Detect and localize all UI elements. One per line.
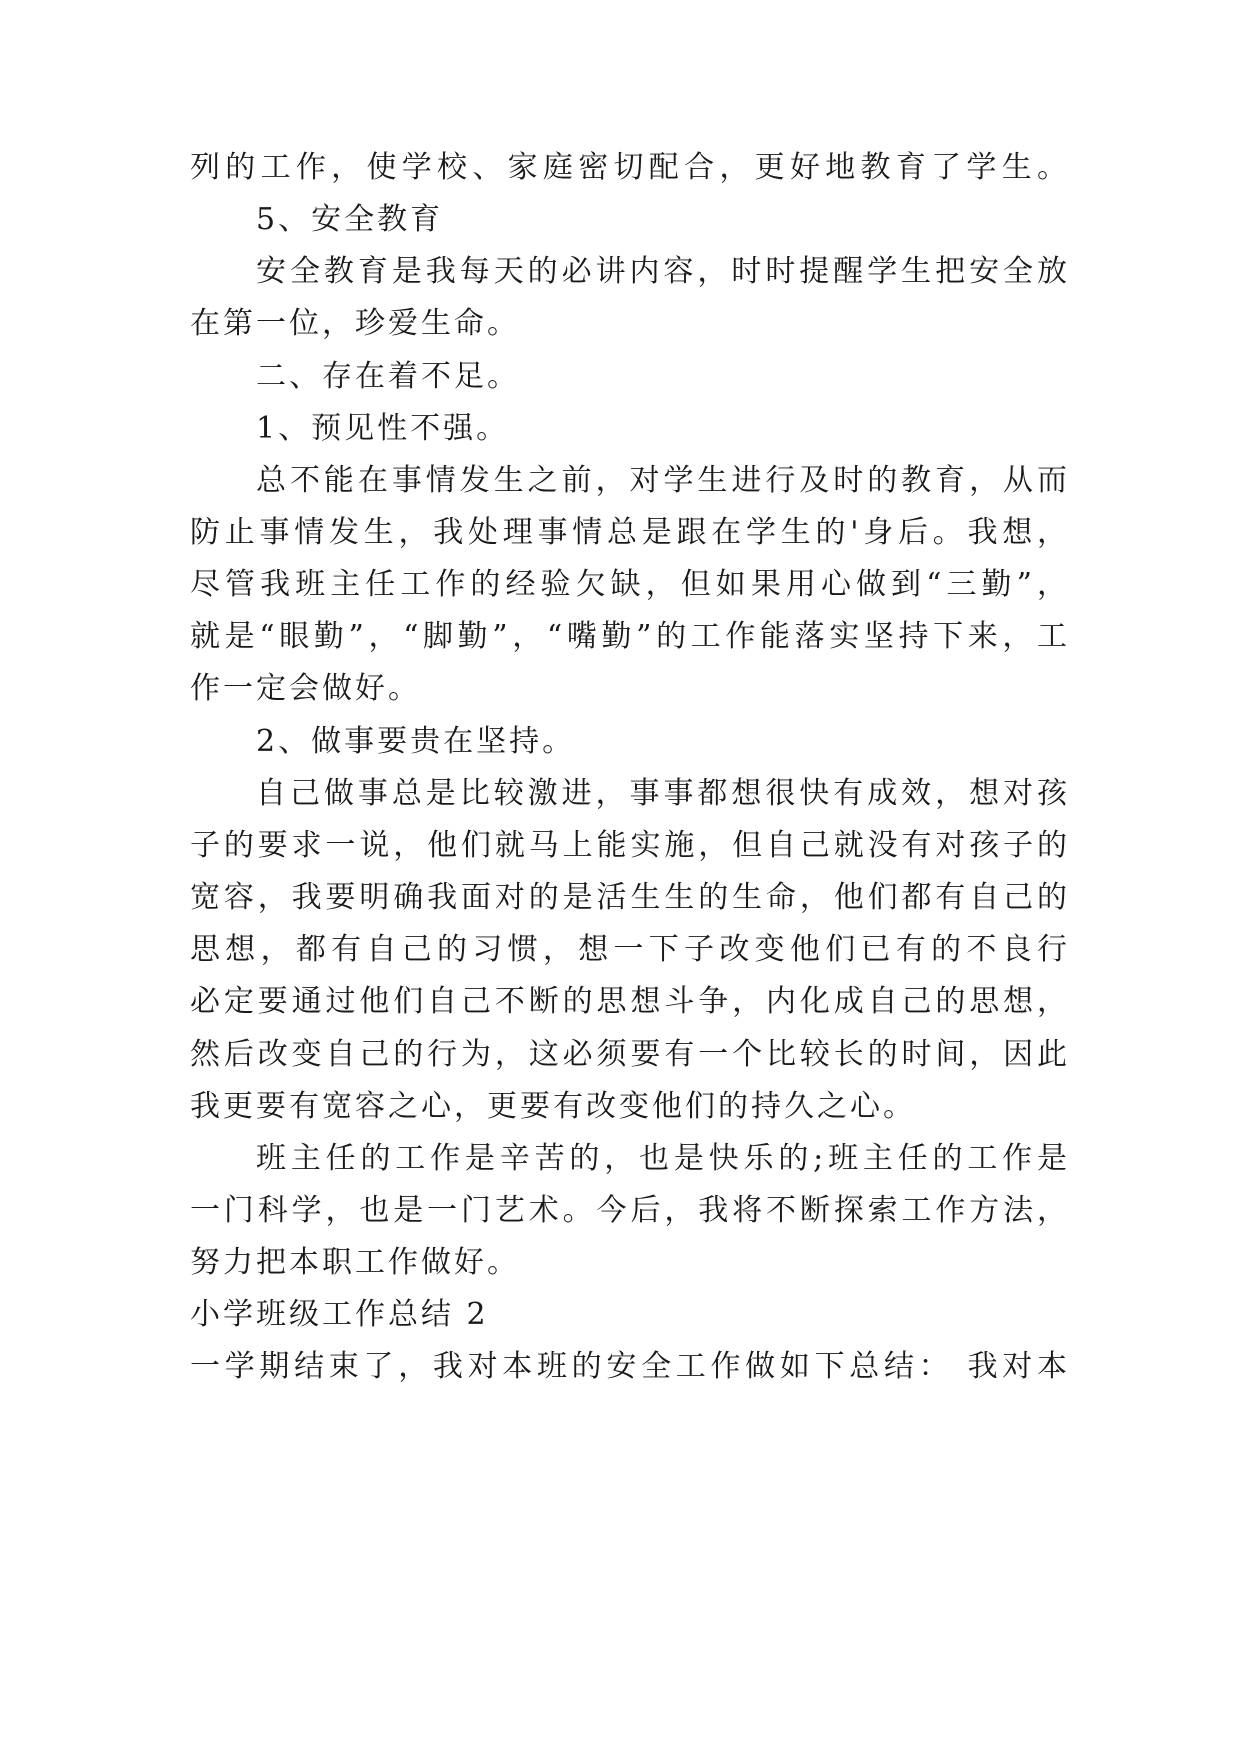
text-line: 自己做事总是比较激进，事事都想很快有成效，想对孩 xyxy=(256,776,1070,811)
text-line: 在第一位，珍爱生命。 xyxy=(190,306,520,341)
document-title: 小学班级工作总结 2 xyxy=(190,1297,489,1332)
text-line: 思想，都有自己的习惯，想一下子改变他们已有的不良行 xyxy=(190,932,1070,967)
text-line: 一学期结束了，我对本班的安全工作做如下总结： 我对本 xyxy=(190,1349,1070,1384)
section-heading: 1、预见性不强。 xyxy=(256,411,510,446)
text-line: 子的要求一说，他们就马上能实施，但自己就没有对孩子的 xyxy=(190,828,1070,863)
text-line: 一门科学，也是一门艺术。今后，我将不断探索工作方法， xyxy=(190,1193,1070,1228)
text-line: 总不能在事情发生之前，对学生进行及时的教育，从而 xyxy=(256,463,1070,498)
text-line: 作一定会做好。 xyxy=(190,671,421,706)
text-line: 防止事情发生，我处理事情总是跟在学生的'身后。我想， xyxy=(190,515,1070,550)
text-line: 必定要通过他们自己不断的思想斗争，内化成自己的思想， xyxy=(190,984,1070,1019)
text-line: 班主任的工作是辛苦的，也是快乐的;班主任的工作是 xyxy=(256,1141,1070,1176)
section-heading: 二、存在着不足。 xyxy=(256,359,520,394)
text-line: 宽容，我要明确我面对的是活生生的生命，他们都有自己的 xyxy=(190,880,1070,915)
text-line: 就是“眼勤”，“脚勤”，“嘴勤”的工作能落实坚持下来，工 xyxy=(190,619,1070,654)
text-line: 列的工作，使学校、家庭密切配合，更好地教育了学生。 xyxy=(190,150,1070,185)
section-heading: 2、做事要贵在坚持。 xyxy=(256,724,576,759)
text-line: 安全教育是我每天的必讲内容，时时提醒学生把安全放 xyxy=(256,254,1070,289)
text-line: 尽管我班主任工作的经验欠缺，但如果用心做到“三勤”， xyxy=(190,567,1070,602)
text-line: 然后改变自己的行为，这必须要有一个比较长的时间，因此 xyxy=(190,1037,1070,1072)
text-line: 我更要有宽容之心，更要有改变他们的持久之心。 xyxy=(190,1089,916,1124)
text-line: 努力把本职工作做好。 xyxy=(190,1245,520,1280)
section-heading: 5、安全教育 xyxy=(256,202,444,237)
